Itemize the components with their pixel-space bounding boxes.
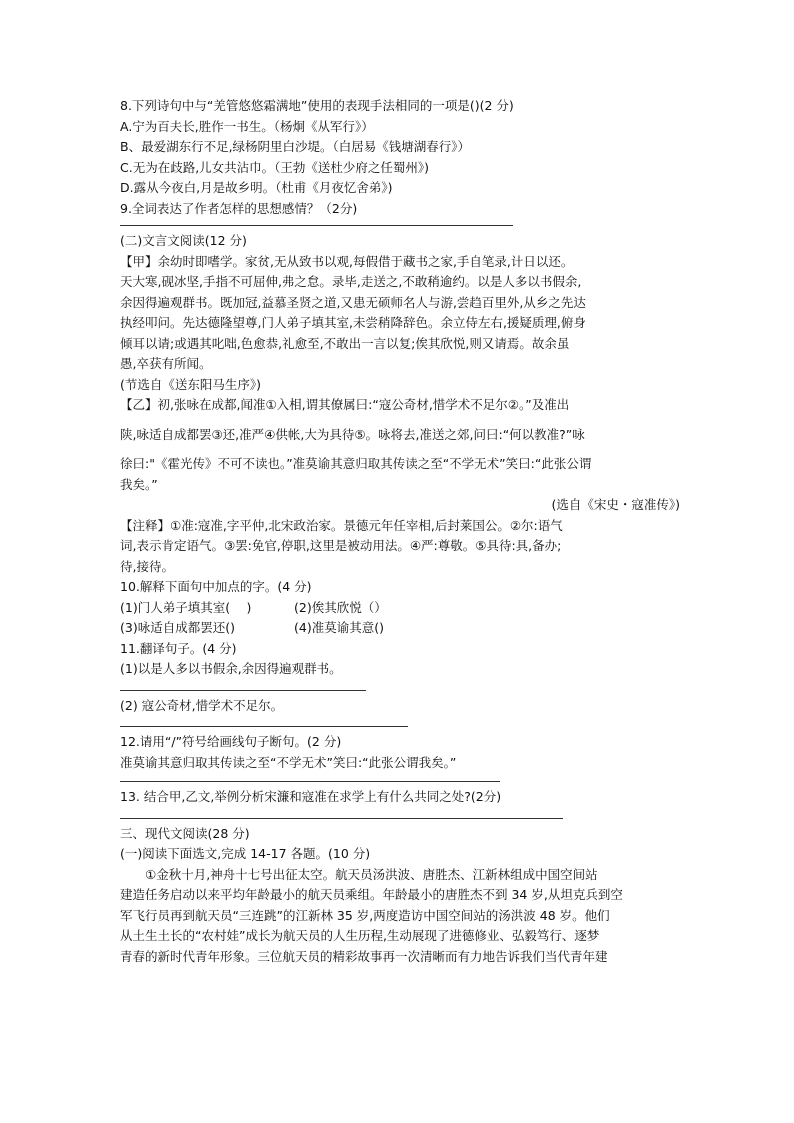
- q8-stem: 8.下列诗句中与“羌管悠悠霜满地”使用的表现手法相同的一项是()(2 分): [120, 98, 514, 113]
- q10-row: [120, 618, 680, 639]
- q10-stem: 10.解释下面句中加点的字。(4 分): [120, 579, 312, 594]
- modern-passage-line: 军飞行员再到航天员“三连跳”的江新林 35 岁,两度造访中国空间站的汤洪波 48 岁。他们: [120, 907, 610, 923]
- passage-yi-line: 我矣。”: [120, 476, 158, 492]
- section3-heading: 三、现代文阅读(28 分): [120, 825, 250, 841]
- modern-passage-line: 建造任务启动以来平均年龄最小的航天员乘组。年龄最小的唐胜杰不到 34 岁,从坦克兵到空: [120, 887, 623, 902]
- q9-stem: 9.全词表达了作者怎样的思想感情？（2分): [120, 200, 358, 216]
- passage-jia-line: 愚,卒获有所闻。: [120, 356, 212, 371]
- q10-item-3: (3)咏适自成都罢还(): [120, 620, 235, 635]
- section2-heading: (二)文言文阅读(12 分): [120, 233, 247, 248]
- q10-item-2: (2)俟其欣悦（）: [294, 599, 387, 615]
- q12-sentence: 准莫谕其意归取其传读之至“不学无术”笑曰:“此张公谓我矣。”: [120, 754, 457, 770]
- modern-passage-line: 从土生土长的“农村娃”成长为航天员的人生历程,生动展现了进德修业、弘毅笃行、逐梦: [120, 928, 600, 943]
- exam-page: [120, 96, 680, 967]
- passage-jia-line: 执经叩问。先达德隆望尊,门人弟子填其室,未尝稍降辞色。余立侍左右,援疑质理,俯身: [120, 315, 586, 330]
- notes-line: 待,接待。: [120, 558, 174, 574]
- passage-jia-line: 天大寒,砚冰坚,手指不可屈伸,弗之怠。录毕,走送之,不敢稍逾约。以是人多以书假余,: [120, 274, 582, 289]
- q13-stem: 13. 结合甲,乙文,举例分析宋濂和寇准在求学上有什么共同之处?(2分): [120, 789, 502, 804]
- modern-passage-line: ①金秋十月,神舟十七号出征太空。航天员汤洪波、唐胜杰、江新林组成中国空间站: [145, 866, 598, 882]
- modern-passage-line: 青春的新时代青年形象。三位航天员的精彩故事再一次清晰而有力地告诉我们当代青年建: [120, 948, 608, 964]
- passage-jia-line: 倾耳以请;或遇其叱咄,色愈恭,礼愈至,不敢出一言以复;俟其欣悦,则又请焉。故余虽: [120, 335, 570, 351]
- answer-line: [120, 726, 408, 727]
- passage-yi-line: 陕,咏适自成都罢③还,准严④供帐,大为具待⑤。咏将去,准送之郊,问曰:“何以教准?”咏: [120, 426, 585, 442]
- q11-sentence-2: (2) 寇公奇材,惜学术不足尔。: [120, 697, 284, 713]
- passage-yi-line: 徐曰:"《霍光传》不可不读也。”准莫谕其意归取其传读之至“不学无术”笑曰:“此张公谓: [120, 456, 592, 471]
- section3-subheading: (一)阅读下面选文,完成 14-17 各题。(10 分): [120, 846, 371, 861]
- passage-jia-line: 余因得遍观群书。既加冠,益慕圣贤之道,又患无硕师名人与游,尝趋百里外,从乡之先达: [120, 294, 586, 310]
- q12-stem: 12.请用“/”符号给画线句子断句。(2 分): [120, 734, 342, 749]
- q10-item-4: (4)准莫谕其意(): [294, 620, 384, 635]
- q10-item-1: (1)门人弟子填其室( ): [120, 599, 252, 615]
- passage-yi-line: 【乙】初,张咏在成都,闻准①入相,谓其僚属曰:“寇公奇材,惜学术不足尔②。”及准出: [120, 397, 570, 412]
- answer-line: [120, 225, 513, 226]
- notes-line: 词,表示肯定语气。③罢:免官,停职,这里是被动用法。④严:尊敬。⑤具待:具,备办;: [120, 538, 562, 553]
- answer-line: [120, 781, 500, 782]
- passage-jia-line: 【甲】余幼时即嗜学。家贫,无从致书以观,每假借于藏书之家,手自笔录,计日以还。: [120, 253, 574, 269]
- q10-row: [120, 598, 680, 619]
- q8-option-c: C.无为在歧路,儿女共沾巾。（王勃《送杜少府之任蜀州》): [120, 159, 430, 175]
- passage-jia-source: (节选自《送东阳马生序》): [120, 376, 262, 392]
- q8-option-d: D.露从今夜白,月是故乡明。（杜甫《月夜忆舍弟》): [120, 180, 393, 195]
- notes-line: 【注释】①准:寇准,字平仲,北宋政治家。景德元年任宰相,后封莱国公。②尔:语气: [120, 517, 563, 533]
- q11-stem: 11.翻译句子。(4 分): [120, 640, 237, 656]
- q8-option-a: A.宁为百夫长,胜作一书生。（杨炯《从军行》）: [120, 118, 374, 134]
- answer-line: [120, 690, 366, 691]
- q11-sentence-1: (1)以是人多以书假余,余因得遍观群书。: [120, 661, 342, 676]
- q8-option-b: B、最爱湖东行不足,绿杨阴里白沙堤。（白居易《钱塘湖春行》）: [120, 139, 471, 154]
- passage-yi-source: (选自《宋史・寇准传》): [551, 497, 680, 512]
- answer-line: [120, 818, 563, 819]
